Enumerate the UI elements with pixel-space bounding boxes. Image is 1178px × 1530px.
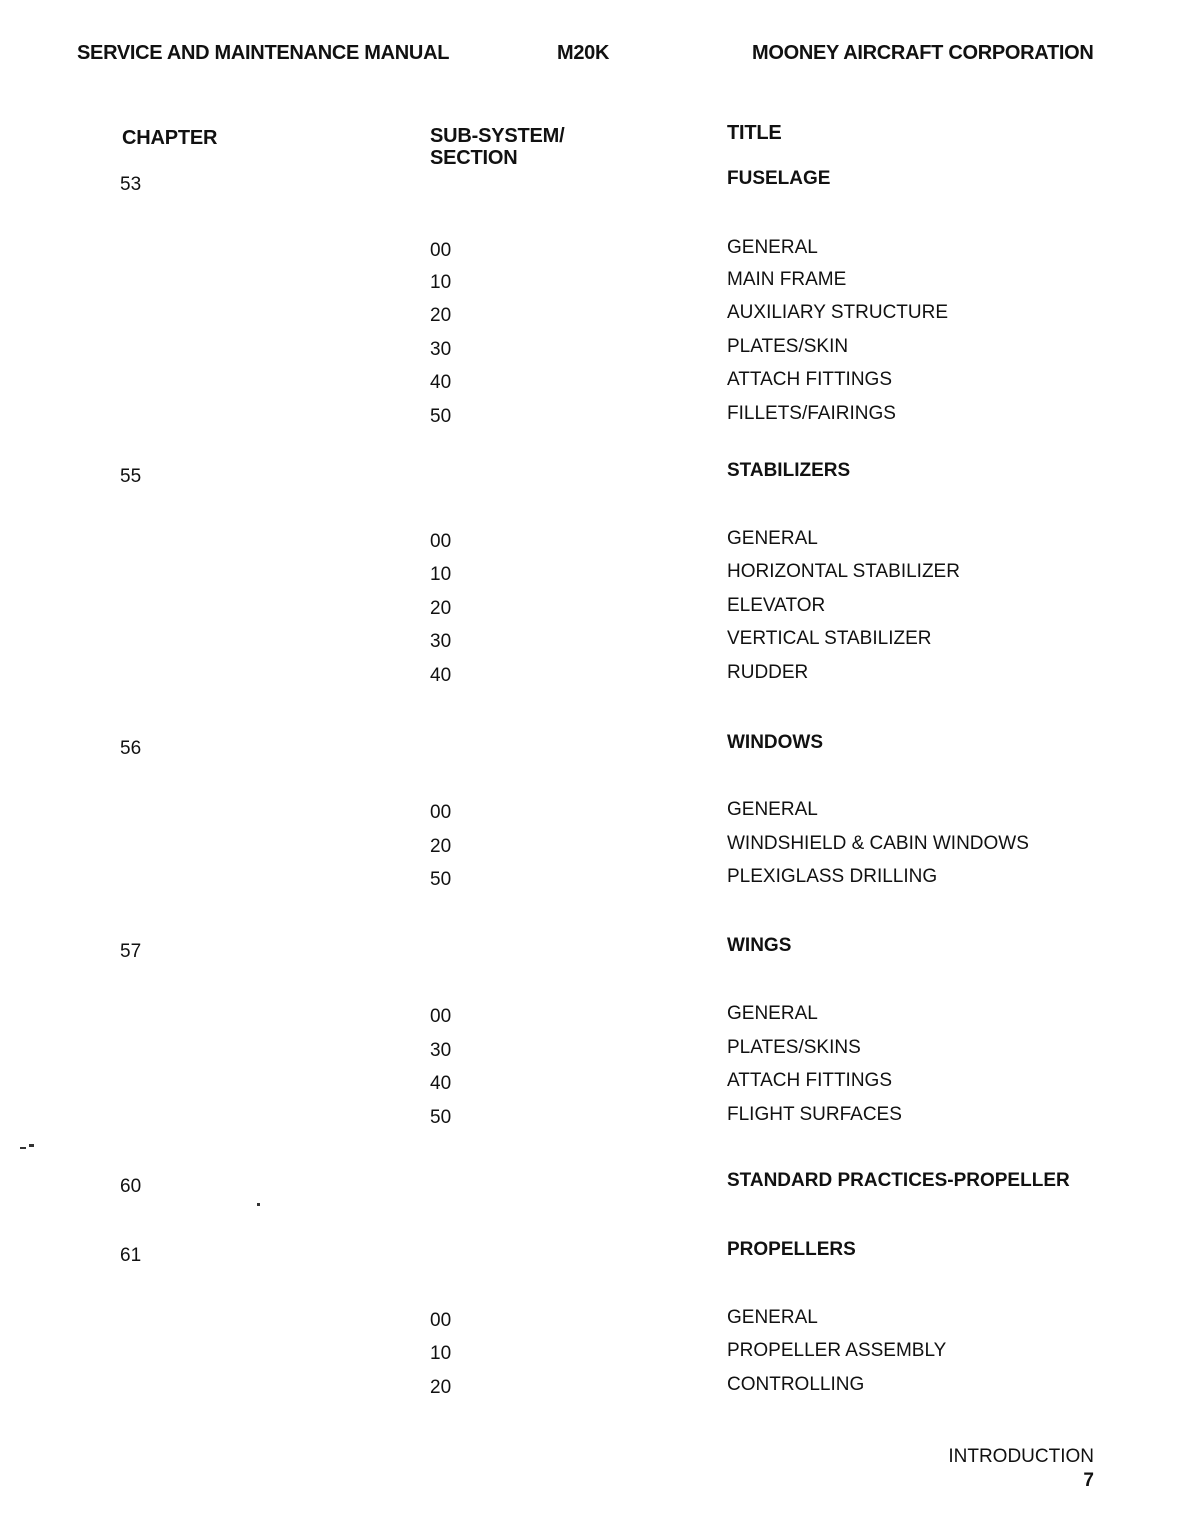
section-title: HORIZONTAL STABILIZER: [727, 561, 960, 582]
section-number: 50: [430, 869, 452, 890]
section-title: ATTACH FITTINGS: [727, 1070, 893, 1091]
footer-section-name: INTRODUCTION: [948, 1446, 1094, 1467]
company-name: MOONEY AIRCRAFT CORPORATION: [752, 42, 1094, 64]
section-title: MAIN FRAME: [727, 269, 847, 290]
section-title: GENERAL: [727, 237, 818, 258]
section-title: ELEVATOR: [727, 595, 826, 616]
section-title: PLATES/SKINS: [727, 1037, 861, 1058]
section-number: 00: [430, 240, 452, 261]
chapter-number: 57: [120, 941, 142, 962]
scan-speck: [29, 1144, 34, 1147]
chapter-title: STABILIZERS: [727, 460, 851, 481]
chapter-number: 56: [120, 738, 142, 759]
section-title: RUDDER: [727, 662, 809, 683]
chapter-number: 60: [120, 1176, 142, 1197]
section-title: WINDSHIELD & CABIN WINDOWS: [727, 833, 1029, 854]
chapter-number: 55: [120, 466, 142, 487]
scan-speck: [257, 1203, 260, 1206]
section-title: ATTACH FITTINGS: [727, 369, 893, 390]
chapter-title: WINGS: [727, 935, 792, 956]
section-number: 30: [430, 339, 452, 360]
section-number: 20: [430, 305, 452, 326]
section-number: 10: [430, 1343, 452, 1364]
section-title: PLEXIGLASS DRILLING: [727, 866, 938, 887]
section-number: 40: [430, 665, 452, 686]
section-title: FILLETS/FAIRINGS: [727, 403, 896, 424]
section-number: 20: [430, 1377, 452, 1398]
subsystem-header-line2: SECTION: [430, 147, 518, 169]
section-number: 30: [430, 631, 452, 652]
page-number: 7: [1083, 1470, 1094, 1491]
section-title: FLIGHT SURFACES: [727, 1104, 902, 1125]
section-number: 50: [430, 1107, 452, 1128]
section-title: CONTROLLING: [727, 1374, 865, 1395]
section-title: AUXILIARY STRUCTURE: [727, 302, 949, 323]
section-number: 00: [430, 531, 452, 552]
section-title: PROPELLER ASSEMBLY: [727, 1340, 947, 1361]
model-designation: M20K: [557, 42, 610, 64]
title-column-header: TITLE: [727, 122, 782, 144]
subsystem-column-header: [430, 125, 630, 169]
section-title: PLATES/SKIN: [727, 336, 849, 357]
subsystem-header-line1: SUB-SYSTEM/: [430, 125, 565, 147]
chapter-title: WINDOWS: [727, 732, 824, 753]
chapter-column-header: CHAPTER: [122, 127, 218, 149]
section-title: GENERAL: [727, 799, 818, 820]
chapter-title: FUSELAGE: [727, 168, 831, 189]
section-number: 50: [430, 406, 452, 427]
section-number: 10: [430, 564, 452, 585]
chapter-title: STANDARD PRACTICES-PROPELLER: [727, 1170, 1070, 1191]
section-number: 40: [430, 372, 452, 393]
section-number: 20: [430, 836, 452, 857]
scan-speck: [20, 1147, 26, 1149]
section-title: VERTICAL STABILIZER: [727, 628, 932, 649]
section-number: 00: [430, 1006, 452, 1027]
section-number: 00: [430, 802, 452, 823]
section-number: 10: [430, 272, 452, 293]
section-number: 00: [430, 1310, 452, 1331]
manual-title: SERVICE AND MAINTENANCE MANUAL: [77, 42, 450, 64]
section-number: 30: [430, 1040, 452, 1061]
chapter-number: 61: [120, 1245, 142, 1266]
chapter-number: 53: [120, 174, 142, 195]
section-title: GENERAL: [727, 1003, 818, 1024]
section-title: GENERAL: [727, 1307, 818, 1328]
section-title: GENERAL: [727, 528, 818, 549]
section-number: 40: [430, 1073, 452, 1094]
chapter-title: PROPELLERS: [727, 1239, 856, 1260]
section-number: 20: [430, 598, 452, 619]
